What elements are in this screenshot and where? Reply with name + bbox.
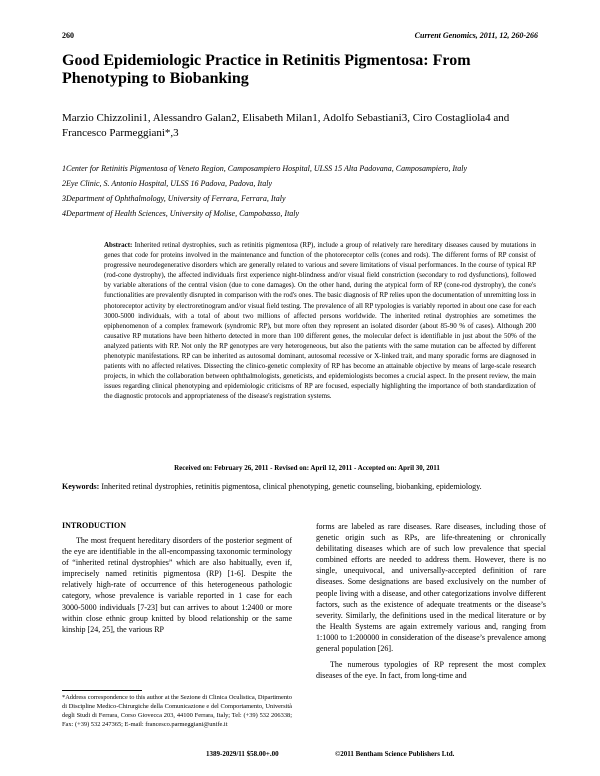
- keywords: [62, 481, 552, 492]
- introduction-paragraph-2: The numerous typologies of RP represent the most complex diseases of the eye. In fact, from long-time and: [316, 660, 546, 681]
- author-list: Marzio Chizzolini1, Alessandro Galan2, Elisabeth Milan1, Adolfo Sebastiani3, Ciro Costagliola4 and Francesco Parmeggiani*,3: [62, 112, 510, 139]
- affiliation-1: 1Center for Retinitis Pigmentosa of Veneto Region, Camposampiero Hospital, ULSS 15 Alta Padovana, Camposampiero, Italy: [62, 164, 468, 173]
- affiliation-2: 2Eye Clinic, S. Antonio Hospital, ULSS 16 Padova, Padova, Italy: [62, 179, 273, 188]
- keywords-label: Keywords:: [62, 482, 100, 491]
- abstract-text: Inherited retinal dystrophies, such as retinitis pigmentosa (RP), include a group of relatively rare hereditary diseases caused by mutations in genes that code for proteins involved in the maintenance and function of the photoreceptor cells (cones and rods). The different forms of RP consist of progressive neurodegenerative disorders which are generally related to various and severe limitations of visual performances. In the course of typical RP (rod-cone dystrophy), the affected individuals first experience night-blindness and/or visual field constriction (secondary to rod dysfunctions), followed by variable alterations of the central vision (due to cone damages). On the other hand, during the atypical form of RP (cone-rod dystrophy), the cone's functionalities are prevalently disrupted in comparison with the rod's ones. The basic diagnosis of RP relies upon the documentation of unremitting loss in photoreceptor activity by electroretinogram and/or visual field testing. The prevalence of all RP typologies is variably reported in about one case for each 3000-5000 individuals, with a total of about two millions of affected persons worldwide. The inherited retinal dystrophies are sometimes the epiphenomenon of a complex framework (syndromic RP), but more often they represent an isolated disorder (about 85-90 % of cases). Although 200 causative RP mutations have been hitherto detected in more than 100 different genes, the molecular defect is identifiable in just about the 50% of the analyzed patients with RP. Not only the RP genotypes are very heterogeneous, but also the patients with the same mutation can be affected by different phenotypic manifestations. RP can be inherited as autosomal dominant, autosomal recessive or X-linked trait, and many sporadic forms are diagnosed in patients with no affected relatives. Dissecting the clinico-genetic complexity of RP has become an attainable objective by means of large-scale research projects, in which the collaboration between ophthalmologists, geneticists, and epidemiologists becomes a crucial aspect. In the present review, the main issues regarding clinical phenotyping and epidemiologic criticisms of RP are focused, especially highlighting the importance of both standardization of the diagnostic protocols and appropriateness of the disease's registration systems.: [104, 241, 536, 401]
- article-title: Good Epidemiologic Practice in Retinitis Pigmentosa: From Phenotyping to Biobanking: [62, 52, 471, 87]
- left-column: [62, 521, 292, 635]
- affiliation-3: 3Department of Ophthalmology, University of Ferrara, Ferrara, Italy: [62, 194, 286, 203]
- right-column: [316, 521, 546, 681]
- received-dates: Received on: February 26, 2011 - Revised on: April 12, 2011 - Accepted on: April 30, 2011: [174, 464, 440, 472]
- footer-copyright: ©2011 Bentham Science Publishers Ltd.: [335, 750, 455, 758]
- abstract-label: Abstract:: [104, 241, 133, 249]
- affiliations: [62, 162, 562, 222]
- footnote-divider: [62, 690, 142, 691]
- abstract: [104, 240, 536, 402]
- page-number: 260: [62, 31, 74, 40]
- correspondence-footnote: *Address correspondence to this author at the Sezione di Clinica Oculistica, Dipartimento di Discipline Medico-Chirurgiche della Comunicazione e del Comportamento, Università degli Studi di Ferrara, Corso Giovecca 203, 44100 Ferrara, Italy; Tel: (+39) 532 206338; Fax: (+39) 532 247365; E-mail: francesco.parmeggiani@unife.it: [62, 694, 293, 728]
- introduction-heading: INTRODUCTION: [62, 521, 127, 530]
- keywords-text: Inherited retinal dystrophies, retinitis pigmentosa, clinical phenotyping, genetic counseling, biobanking, epidemiology.: [101, 482, 482, 491]
- introduction-paragraph-1: The most frequent hereditary disorders of the posterior segment of the eye are identifiable in the all-encompassing taxonomic terminology of “inherited retinal dystrophies” which are also habitually, even if, imprecisely named retinitis pigmentosa (RP) [1-6]. Despite the relatively high-rate of occurrence of this heterogeneous pathologic category, whose prevalence is variable reported in 1 case for each 3000-5000 individuals [7-23] but can arrives to about 1:2400 or more within close ethnic group knitted by blood relationship or the same kinship [24, 25], the various RP: [62, 536, 292, 634]
- journal-citation: Current Genomics, 2011, 12, 260-266: [414, 31, 538, 40]
- footer-issn: 1389-2029/11 $58.00+.00: [206, 750, 279, 758]
- affiliation-4: 4Department of Health Sciences, University of Molise, Campobasso, Italy: [62, 209, 300, 218]
- introduction-paragraph-1-continued: forms are labeled as rare diseases. Rare diseases, including those of genetic origin such as RPs, are life-threatening or chronically debilitating diseases which are of such low prevalence that special combined efforts are needed to address them. However, there is no single, unequivocal, and universally-accepted definition of rare diseases. Some designations are based exclusively on the number of people living with a disease, and other categorizations involve different factors, such as the existence of adequate treatments or the disease’s severity. Similarly, the definitions used in the medical literature or by the Health Systems are again extremely various and, ranging from 1:1000 to 1:200000 in consideration of the disease’s prevalence among general population [26].: [316, 522, 546, 654]
